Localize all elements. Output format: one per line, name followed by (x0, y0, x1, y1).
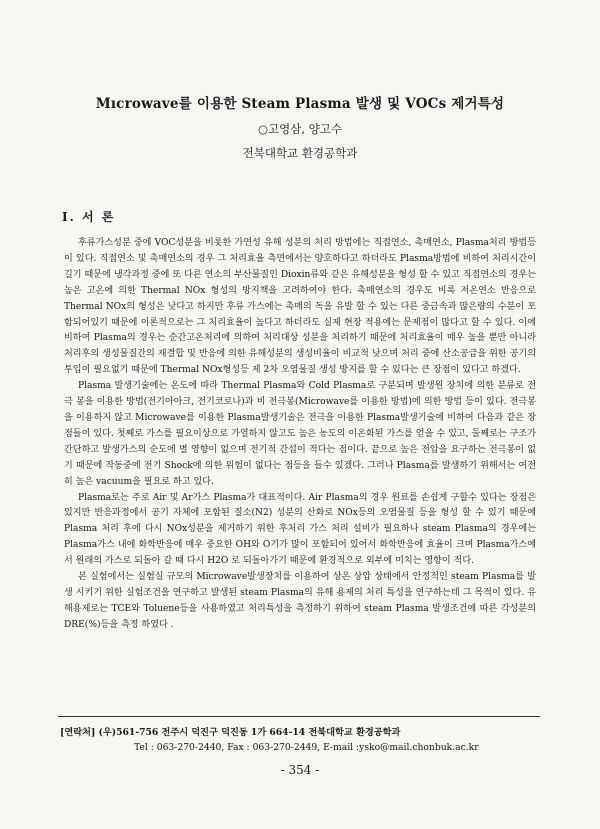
paper-affiliation: 전북대학교 환경공학과 (242, 146, 358, 160)
paragraph: 본 실험에서는 실험실 규모의 Microwave발생장치를 이용하여 상온 상압 상태에서 안정적인 steam Plasma를 발생 시키기 위한 실험조건을 연구하고 발생된 steam Plasma의 유해 용제의 처리 특성을 연구하는데 그 목적이 있다. 유해용제로는 TCE와 Toluene등을 사용하였고 처리특성을 측정하기 위하여 steam Plasma 발생조건에 따른 각성분의 DRE(%)등을 측정 하였다 . (64, 572, 536, 630)
body-text (64, 236, 536, 634)
paper-authors: ○고영삼, 양고수 (258, 122, 342, 136)
contact-phone-email: Tel : 063-270-2440, Fax : 063-270-2449, E-mail :ysko@mail.chonbuk.ac.kr (134, 742, 479, 753)
paragraph: Plasma 발생기술에는 온도에 따라 Thermal Plasma와 Cold Plasma로 구분되며 발생원 장치에 의한 분류로 전극 봉을 이용한 방법(전기아아크, 전기코로나)과 비 전극봉(Microwave를 이용한 방법)에 의한 방법 등이 있다. 전극봉을 이용하지 않고 Microwave를 이용한 Plasma발생기술은 전극을 이용한 Plasma발생기술에 비하여 다음과 같은 장점들이 있다. 첫째로 가스를 필요이상으로 가열하지 않고도 높은 농도의 이온화된 가스를 얻을 수 있고, 둘째로는 구조가 간단하고 발생가스의 순도에 별 영향이 없으며 전기적 간섭이 적다는 점이다. 끝으로 높은 전압을 요구하는 전극봉이 없기 때문에 작동중에 전기 Shock에 의한 위험이 없다는 점등을 들수 있겠다. 그러나 Plasma를 발생하기 위해서는 여전히 높은 vacuum을 필요로 하고 있다. (64, 381, 536, 487)
page-number: - 354 - (280, 763, 320, 777)
paper-title: Mıcrowave를 이용한 Steam Plasma 발생 및 VOCs 제거특성 (95, 96, 505, 112)
section-heading: I. 서 론 (62, 210, 116, 224)
contact-address: [연락처] (우)561-756 전주시 덕진구 덕진동 1가 664-14 전북대학교 환경공학과 (60, 727, 401, 738)
paragraph: Plasma로는 주로 Air 및 Ar가스 Plasma가 대표적이다. Air Plasma의 경우 원료를 손쉽게 구할수 있다는 장점은 있지만 반응과정에서 공기 자체에 포함된 질소(N2) 성분의 산화로 NOx등의 오염물질 등을 형성 할 수 있기 때문에 Plasma 처리 후에 다시 NOx성분을 제거하기 위한 후처리 가스 처리 설비가 필요하나 steam Plasma의 경우에는 Plasma가스 내에 화학반응에 매우 중요한 OH와 O기가 많이 포함되어 있어서 화학반응에 효율이 크며 Plasma가스에서 원래의 가스로 되돌아 갈 때 다시 H2O 로 되돌아가기 때문에 환경적으로 외부에 미치는 영향이 적다. (64, 492, 536, 567)
paragraph: 후류가스성분 중에 VOC성분을 비롯한 가연성 유해 성분의 처리 방법에는 직접연소, 촉매연소, Plasma처리 방법등이 있다. 직접연소 및 촉매연소의 경우 그 처리효율 측면에서는 양호하다고 하더라도 Plasma방법에 비하여 처리시간이 길기 때문에 냉각과정 중에 또 다른 연소의 부산물질인 Dioxin류와 같은 유해성분을 형성 할 수 있고 직접연소의 경우는 높은 고온에 의한 Thermal NOx 형성의 방지책을 고려하여야 한다. 촉매연소의 경우도 비록 저온연소 반응으로 Thermal NOx의 형성은 낮다고 하지만 후류 가스에는 촉매의 독을 유발 할 수 있는 다른 중금속과 많은량의 수분이 포함되어있기 때문에 이론적으로는 그 처리효율이 높다고 하더라도 실제 현장 적용에는 문제점이 많다고 할 수 있다. 이에 비하여 Plasma의 경우는 순간고온처리에 의하여 처리대상 성분을 처리하기 때문에 처리효율이 매우 높을 뿐만 아니라 처리후의 생성물질간의 재결합 및 반응에 의한 유해성분의 생성비율이 비교적 낮으며 처리 중에 산소공급을 위한 공기의 투입이 필요없기 때문에 Thermal NOx형성등 제 2차 오염물질 생성 방지를 할 수 있다는 큰 장점이 있다고 하겠다. (64, 238, 536, 376)
footer-divider (58, 716, 540, 717)
